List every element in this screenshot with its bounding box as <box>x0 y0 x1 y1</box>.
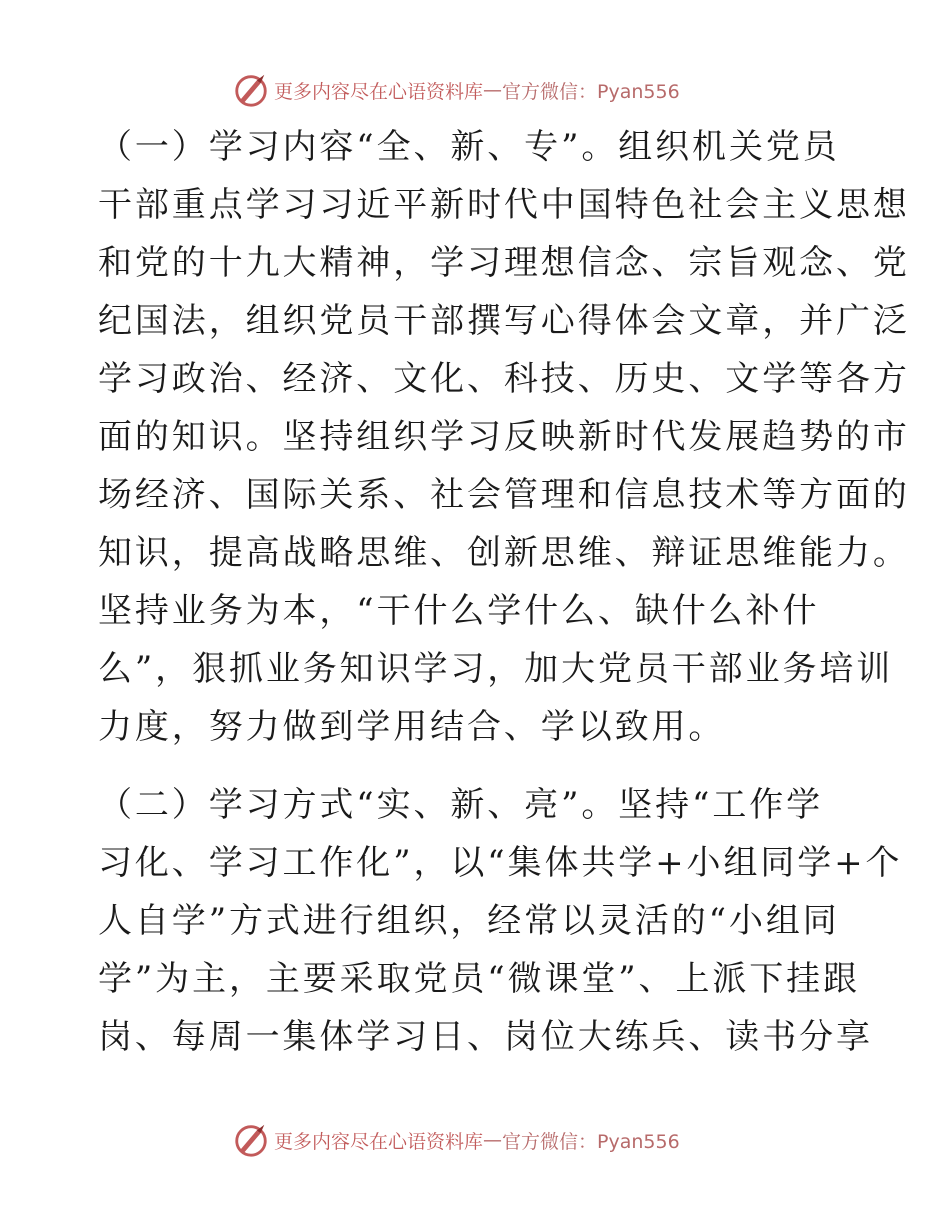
text-line: 岗、每周一集体学习日、岗位大练兵、读书分享 <box>98 1017 873 1057</box>
text-line: （一）学习内容“全、新、专”。组织机关党员 <box>98 127 840 167</box>
quill-pen-logo-icon <box>232 1121 270 1159</box>
text-line: （二）学习方式“实、新、亮”。坚持“工作学 <box>98 785 824 825</box>
text-line: 面的知识。坚持组织学习反映新时代发展趋势的市 <box>98 417 910 457</box>
text-line: 学习政治、经济、文化、科技、历史、文学等各方 <box>98 359 910 399</box>
text-line: 力度，努力做到学用结合、学以致用。 <box>98 707 726 747</box>
watermark-contact-text: 官方微信：Pyan556 <box>502 1130 680 1153</box>
text-line: 坚持业务为本，“干什么学什么、缺什么补什 <box>98 591 820 631</box>
text-line: 场经济、国际关系、社会管理和信息技术等方面的 <box>98 475 910 515</box>
text-line: 学”为主，主要采取党员“微课堂”、上派下挂跟 <box>98 959 860 999</box>
text-line: 知识，提高战略思维、创新思维、辩证思维能力。 <box>98 533 910 573</box>
text-line: 和党的十九大精神，学习理想信念、宗旨观念、党 <box>98 243 910 283</box>
body-paragraph-2 <box>98 776 903 1066</box>
footer-watermark <box>232 1120 680 1160</box>
watermark-separator: — <box>483 79 503 101</box>
text-line: 么”，狠抓业务知识学习，加大党员干部业务培训 <box>98 649 894 689</box>
text-line: 干部重点学习习近平新时代中国特色社会主义思想 <box>98 185 910 225</box>
text-line: 人自学”方式进行组织，经常以灵活的“小组同 <box>98 901 840 941</box>
text-line: 纪国法，组织党员干部撰写心得体会文章，并广泛 <box>98 301 910 341</box>
header-watermark <box>232 70 680 110</box>
watermark-main-text: 更多内容尽在心语资料库 <box>274 1130 484 1153</box>
text-line: 习化、学习工作化”，以“集体共学+小组同学+个 <box>98 843 903 883</box>
watermark-main-text: 更多内容尽在心语资料库 <box>274 80 484 103</box>
watermark-separator: — <box>483 1129 503 1151</box>
quill-pen-logo-icon <box>232 71 270 109</box>
body-paragraph-1 <box>98 118 910 756</box>
watermark-contact-text: 官方微信：Pyan556 <box>502 80 680 103</box>
